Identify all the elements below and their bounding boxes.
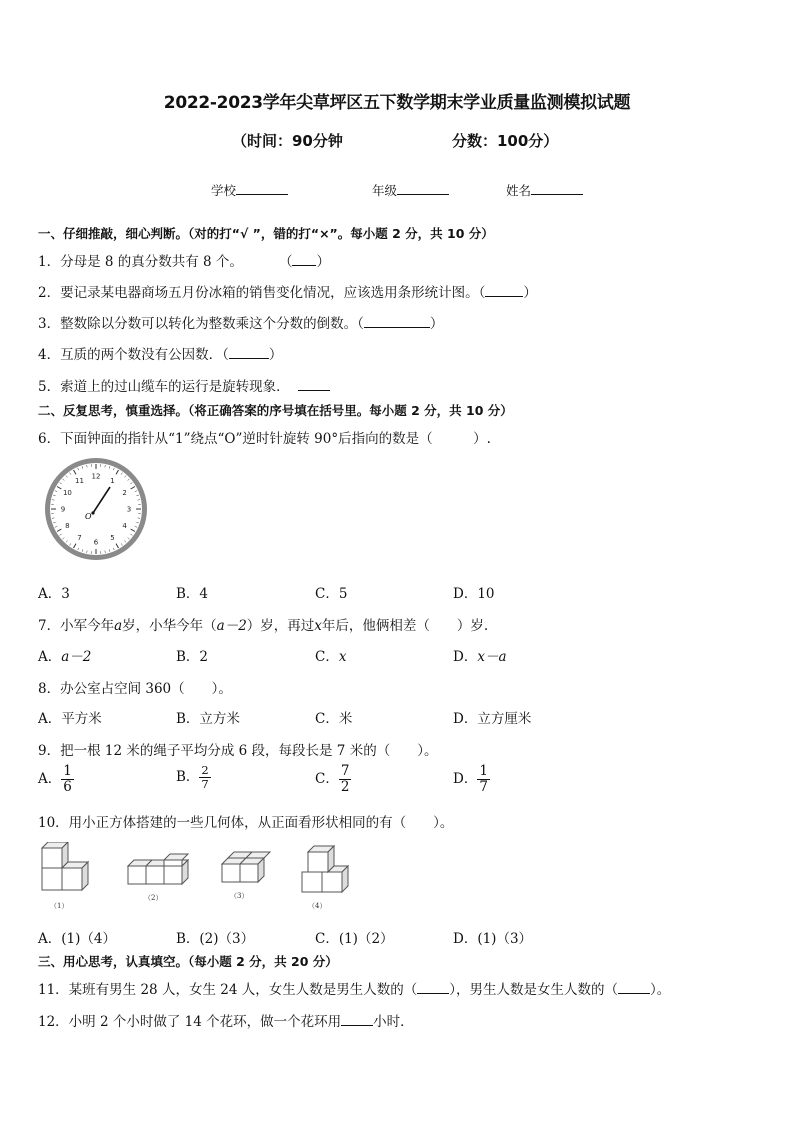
q7-option-c-expr: x: [338, 649, 347, 665]
name-blank[interactable]: [531, 181, 583, 195]
clock-center-label: O: [85, 512, 92, 521]
answer-blank-3[interactable]: [364, 315, 430, 328]
cube-label-4: （4）: [308, 902, 327, 910]
q9-option-a-num: 1: [63, 763, 72, 779]
q9-option-b[interactable]: [176, 764, 211, 791]
q8-option-c[interactable]: C．米: [315, 711, 353, 727]
answer-blank-2[interactable]: [485, 284, 523, 297]
q9-option-c-den: 2: [340, 779, 350, 795]
q7-option-c-label: C．: [315, 649, 339, 665]
q9-option-a[interactable]: [38, 764, 74, 795]
q7-expr: a－2: [216, 618, 247, 634]
clock-number-4: 4: [122, 522, 127, 530]
q7-text-a: 7．小军今年: [38, 618, 115, 634]
q11-text-c: ）。: [649, 982, 671, 998]
q11-text-b: ），男生人数是女生人数的（: [449, 982, 618, 998]
clock-number-9: 9: [60, 505, 66, 514]
name-label: 姓名: [506, 183, 532, 198]
q10-option-d[interactable]: D．(1)（3）: [453, 931, 533, 947]
cube-figures: [36, 842, 366, 914]
q9-option-d-fraction: [477, 764, 490, 795]
q11-text-a: 11．某班有男生 28 人，女生 24 人，女生人数是男生人数的（: [38, 982, 418, 998]
answer-blank-11a[interactable]: [417, 981, 449, 994]
q7-option-b-expr: 2: [199, 649, 209, 665]
q9-option-c-num: 7: [340, 763, 350, 779]
q7-option-b-label: B．: [176, 649, 200, 665]
q8-option-a[interactable]: A．平方米: [38, 711, 102, 727]
clock-number-3: 3: [126, 505, 132, 514]
clock-number-10: 10: [62, 489, 72, 497]
q7-option-a-label: A．: [38, 649, 62, 665]
q9-option-a-fraction: [61, 764, 74, 795]
clock-number-11: 11: [75, 476, 84, 485]
answer-blank-4[interactable]: [229, 346, 269, 359]
clock-number-5: 5: [110, 534, 115, 543]
clock-number-1: 1: [110, 476, 115, 485]
school-blank[interactable]: [236, 181, 288, 195]
question-9: 9．把一根 12 米的绳子平均分成 6 段，每段长是 7 米的（ ）。: [38, 743, 438, 759]
q9-option-b-num: 2: [201, 763, 209, 777]
q9-option-c[interactable]: [315, 764, 351, 795]
question-4-text: 4．互质的两个数没有公因数．（: [38, 347, 229, 363]
cube-figure-4: [302, 846, 348, 892]
q7-option-a-expr: a－2: [61, 649, 92, 665]
clock-figure: [40, 457, 152, 565]
clock-number-2: 2: [122, 489, 127, 497]
q9-option-c-fraction: [339, 764, 352, 795]
q9-option-d[interactable]: [453, 764, 490, 795]
q1-paren-open: （: [278, 254, 293, 270]
section3-heading: 三、用心思考，认真填空。（每小题 2 分，共 20 分）: [38, 954, 338, 969]
cube-label-3: （3）: [230, 892, 249, 900]
q10-option-b[interactable]: B．(2)（3）: [176, 931, 255, 947]
q9-option-a-den: 6: [63, 779, 72, 795]
grade-blank[interactable]: [397, 181, 449, 195]
school-field[interactable]: [211, 181, 288, 199]
q12-text-a: 12．小明 2 个小时做了 14 个花环，做一个花环用: [38, 1014, 342, 1030]
cube-label-1: （1）: [50, 902, 69, 910]
clock-number-6: 6: [93, 538, 99, 547]
q7-option-b[interactable]: [176, 645, 208, 665]
q7-text-b: 岁，小华今年（: [122, 618, 217, 634]
question-1-text: 1．分母是 8 的真分数共有 8 个。: [38, 254, 243, 270]
q9-option-c-label: C．: [315, 771, 339, 787]
cube-figure-1: [42, 842, 88, 890]
question-5: [38, 375, 330, 395]
answer-blank-5[interactable]: [298, 378, 330, 391]
q9-option-d-den: 7: [479, 779, 488, 795]
q9-option-b-den: 7: [201, 777, 209, 791]
answer-blank-12[interactable]: [341, 1013, 373, 1026]
q7-text-d: 年后，他俩相差（ ）岁.: [321, 618, 489, 634]
q2-close: ）: [523, 285, 537, 301]
q7-option-c[interactable]: [315, 645, 346, 665]
q10-option-c[interactable]: C．(1)（2）: [315, 931, 394, 947]
q9-option-d-label: D．: [453, 771, 478, 787]
q4-close: ）: [268, 347, 283, 363]
section1-heading: 一、仔细推敲，细心判断。（对的打“√ ”，错的打“×”。每小题 2 分，共 10 分）: [38, 226, 494, 241]
q9-option-b-fraction: [199, 764, 210, 791]
q8-option-d[interactable]: D．立方厘米: [453, 711, 532, 727]
answer-blank-1[interactable]: [292, 253, 316, 266]
name-field[interactable]: [506, 181, 583, 199]
page-title: 2022-2023学年尖草坪区五下数学期末学业质量监测模拟试题: [163, 93, 631, 113]
q7-option-d[interactable]: [453, 645, 507, 665]
question-2: [38, 281, 537, 301]
grade-label: 年级: [372, 183, 398, 198]
q9-option-d-num: 1: [479, 763, 488, 779]
question-11: [38, 978, 670, 998]
q7-var-a: a: [114, 618, 123, 634]
clock-number-8: 8: [65, 522, 70, 530]
q7-option-d-label: D．: [453, 649, 478, 665]
question-3: [38, 312, 443, 332]
exam-time: （时间：90分钟: [232, 132, 343, 150]
q8-option-b[interactable]: B．立方米: [176, 711, 240, 727]
question-7: [38, 614, 488, 634]
answer-blank-11b[interactable]: [618, 981, 650, 994]
q9-option-b-label: B．: [176, 769, 200, 785]
clock-number-12: 12: [91, 472, 101, 481]
cube-figure-3: [222, 852, 270, 882]
q9-option-a-label: A．: [38, 771, 62, 787]
q7-option-d-expr: x－a: [477, 649, 507, 665]
section2-heading: 二、反复思考，慎重选择。（将正确答案的序号填在括号里。每小题 2 分，共 10 分）: [38, 403, 513, 418]
clock-center-dot: [91, 511, 94, 514]
q6-option-c[interactable]: C．5: [315, 586, 348, 602]
q10-option-a[interactable]: A．(1)（4）: [38, 931, 116, 947]
q1-paren-close: ）: [316, 254, 330, 270]
grade-field[interactable]: [372, 181, 449, 199]
q7-var-x: x: [314, 618, 322, 634]
question-10: 10．用小正方体搭建的一些几何体，从正面看形状相同的有（ ）。: [38, 815, 454, 831]
q6-option-a[interactable]: A．3: [38, 586, 70, 602]
q3-close: ）: [429, 316, 444, 332]
question-8: 8．办公室占空间 360（ ）。: [38, 681, 232, 697]
question-12: [38, 1010, 414, 1030]
question-5-text: 5．索道上的过山缆车的运行是旋转现象．: [38, 379, 290, 395]
q6-option-d[interactable]: D．10: [453, 586, 495, 602]
question-4: [38, 343, 282, 363]
cube-label-2: （2）: [144, 894, 163, 902]
question-3-text: 3．整数除以分数可以转化为整数乘这个分数的倒数。（: [38, 316, 364, 332]
cube-figure-2: [128, 854, 188, 884]
question-1: [38, 250, 330, 270]
q12-text-b: 小时．: [373, 1014, 414, 1030]
q7-option-a[interactable]: [38, 645, 91, 665]
clock-number-7: 7: [77, 534, 82, 543]
question-6: 6．下面钟面的指针从“1”绕点“O”逆时针旋转 90°后指向的数是（ ）.: [38, 431, 491, 447]
q7-text-c: ）岁，再过: [246, 618, 315, 634]
question-2-text: 2．要记录某电器商场五月份冰箱的销售变化情况，应该选用条形统计图。（: [38, 285, 486, 301]
exam-score: 分数：100分）: [452, 132, 559, 150]
school-label: 学校: [211, 183, 237, 198]
q6-option-b[interactable]: B．4: [176, 586, 209, 602]
